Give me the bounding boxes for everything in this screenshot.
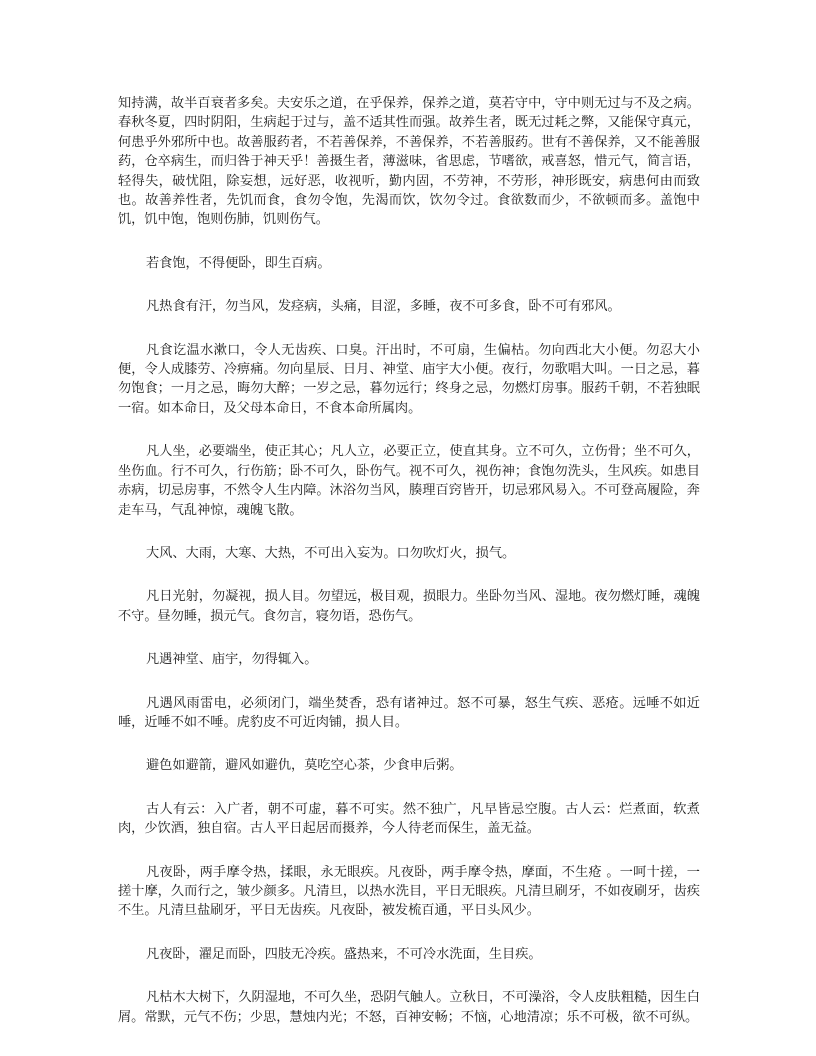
paragraph-7: 凡日光射，勿凝视，损人目。勿望远，极目观，损眼力。坐卧勿当风、湿地。夜勿燃灯睡，魂魄不守。昼勿睡，损元气。食勿言，寝勿语，恐伤气。 [118, 589, 700, 624]
paragraph-13: 凡夜卧，濯足而卧，四肢无冷疾。盛热来，不可冷水洗面，生目疾。 [146, 946, 542, 962]
paragraph-10: 避色如避箭，避风如避仇，莫吃空心茶，少食申后粥。 [146, 758, 463, 774]
document-body [118, 94, 700, 1051]
paragraph-11: 古人有云：入广者，朝不可虚，暮不可实。然不独广，凡早皆忌空腹。古人云：烂煮面，软煮肉，少饮酒，独自宿。古人平日起居而摄养，今人待老而保生，盖无益。 [118, 801, 700, 837]
paragraph-12: 凡夜卧，两手摩令热，揉眼，永无眼疾。凡夜卧，两手摩令热，摩面，不生疮 。一呵十搓，一搓十摩，久而行之，皱少颜多。凡清旦，以热水洗目，平日无眼疾。凡清旦刷牙，不如夜刷牙，齿疾不生。凡清旦盐刷牙，平日无齿疾。凡夜卧，被发梳百通，平日头风少。 [118, 864, 700, 919]
paragraph-3: 凡热食有汗，勿当风，发痉病，头痛，目涩，多睡，夜不可多食，卧不可有邪风。 [146, 299, 621, 315]
paragraph-4: 凡食讫温水漱口，令人无齿疾、口臭。汗出时，不可扇，生偏枯。勿向西北大小便。勿忍大小便，令人成膝劳、冷痹痛。勿向星辰、日月、神堂、庙宇大小便。夜行，勿歌唱大叫。一日之忌，暮勿饱食；一月之忌，晦勿大醉；一岁之忌，暮勿远行；终身之忌，勿燃灯房事。服药千朝，不若独眠一宿。如本命日，及父母本命日，不食本命所属肉。 [118, 342, 700, 416]
paragraph-2: 若食饱，不得便卧，即生百病。 [146, 255, 331, 271]
paragraph-5: 凡人坐，必要端坐，使正其心；凡人立，必要正立，使直其身。立不可久，立伤骨；坐不可久，坐伤血。行不可久，行伤筋；卧不可久，卧伤气。视不可久，视伤神；食饱勿洗头，生风疾。如患目赤病，切忌房事，不然令人生内障。沐浴勿当风，腠理百窍皆开，切忌邪风易入。不可登高履险，奔走车马，气乱神惊，魂魄飞散。 [118, 444, 700, 518]
paragraph-1: 知持满，故半百衰者多矣。夫安乐之道，在乎保养，保养之道，莫若守中，守中则无过与不及之病。春秋冬夏，四时阴阳，生病起于过与，盖不适其性而强。故养生者，既无过耗之弊，又能保守真元，何患乎外邪所中也。故善服药者，不若善保养，不善保养，不若善服药。世有不善保养，又不能善服药，仓卒病生，而归咎于神天乎！善摄生者，薄滋味，省思虑，节嗜欲，戒喜怒，惜元气，简言语，轻得失，破忧阻，除妄想，远好恶，收视听，勤内固，不劳神，不劳形，神形既安，病患何由而致也。故善养性者，先饥而食，食勿令饱，先渴而饮，饮勿令过。食欲数而少，不欲顿而多。盖饱中饥，饥中饱，饱则伤肺，饥则伤气。 [118, 96, 700, 228]
paragraph-6: 大风、大雨，大寒、大热，不可出入妄为。口勿吹灯火，损气。 [146, 545, 516, 561]
paragraph-9: 凡遇风雨雷电，必须闭门，端坐焚香，恐有诸神过。怒不可暴，怒生气疾、恶疮。远唾不如近唾，近唾不如不唾。虎豹皮不可近肉铺，损人目。 [118, 695, 700, 730]
paragraph-14: 凡枯木大树下，久阴湿地，不可久坐，恐阴气触人。立秋日，不可澡浴，令人皮肤粗糙，因生白屑。常默，元气不伤；少思，慧烛内光；不怒，百神安畅；不恼，心地清凉；乐不可极，欲不可纵。 [118, 990, 700, 1025]
paragraph-8: 凡遇神堂、庙宇，勿得辄入。 [146, 652, 318, 668]
